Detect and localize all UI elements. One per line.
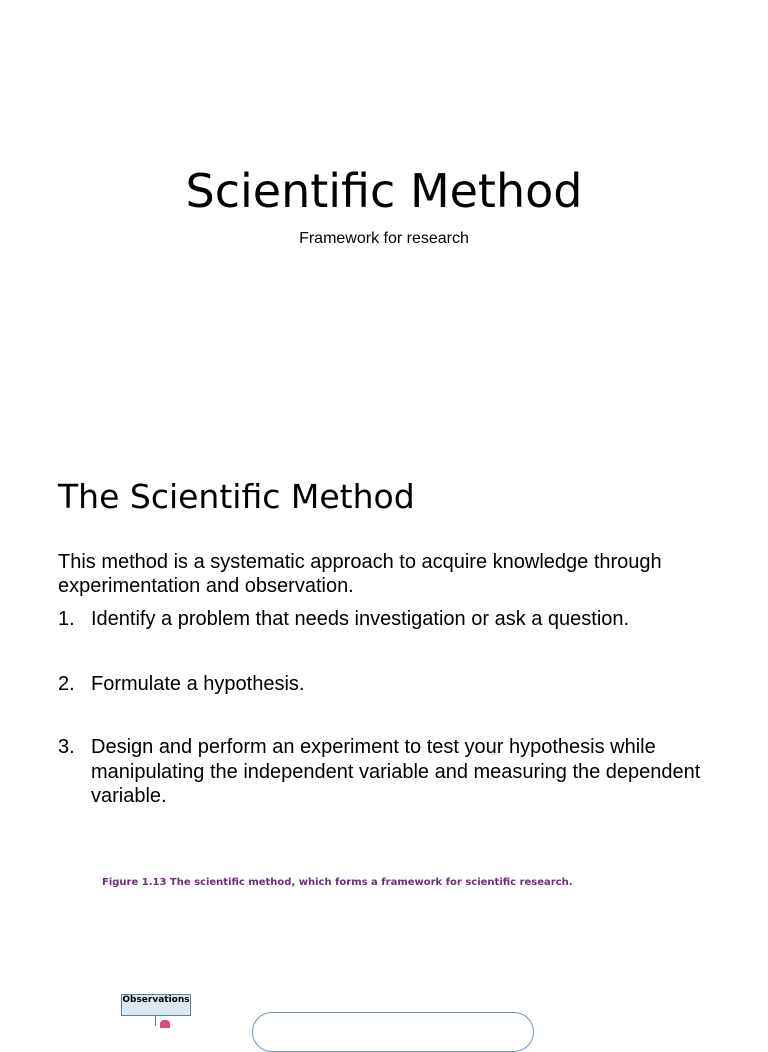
intro-paragraph: This method is a systematic approach to acquire knowledge through experimentation and observation. [58, 551, 662, 597]
step-text: Identify a problem that needs investigation or ask a question. [91, 608, 630, 630]
step-number: 1. [58, 608, 75, 630]
flowchart-rounded-shape [252, 1012, 534, 1052]
flow-connector [155, 1016, 156, 1026]
step-text: Design and perform an experiment to test your hypothesis while manipulating the independent variable and measuring the dependent variable. [91, 736, 701, 807]
list-item-step-1 [58, 607, 718, 632]
step-number: 3. [58, 736, 75, 758]
slide-title: Scientific Method [185, 164, 583, 218]
observations-label: Observations [122, 995, 190, 1005]
figure-caption: Figure 1.13 The scientific method, which forms a framework for scientific research. [102, 877, 573, 888]
step-number: 2. [58, 673, 75, 695]
list-item-step-2 [58, 672, 718, 697]
flow-marker [160, 1020, 170, 1028]
step-text: Formulate a hypothesis. [91, 673, 305, 695]
observations-box [121, 994, 191, 1016]
section-heading: The Scientific Method [58, 477, 415, 516]
slide-subtitle: Framework for research [299, 230, 469, 247]
list-item-step-3 [58, 735, 718, 809]
